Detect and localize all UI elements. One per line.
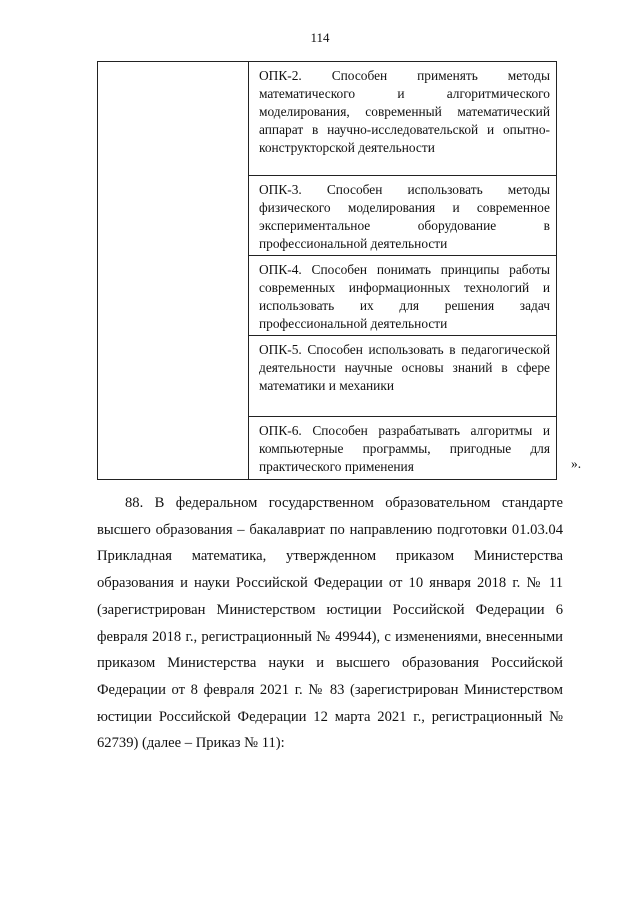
table-cell-opk-3: ОПК-3. Способен использовать методы физического моделирования и современное экспериментальное оборудование в профессиональной деятельности (249, 176, 556, 256)
table-cell-opk-4: ОПК-4. Способен понимать принципы работы современных информационных технологий и использовать их для решения задач профессиональной деятельности (249, 256, 556, 336)
closing-quote-mark: ». (571, 456, 582, 471)
page-number: 114 (310, 30, 330, 45)
table-left-column (98, 62, 249, 479)
paragraph-88: 88. В федеральном государственном образовательном стандарте высшего образования – бакалавриат по направлению подготовки 01.03.04 Прикладная математика, утвержденном приказом Министерства образования и науки Российской Федерации от 10 января 2018 г. № 11 (зарегистрирован Министерством юстиции Российской Федерации 6 февраля 2018 г., регистрационный № 49944), с изменениями, внесенными приказом Министерства науки и высшего образования Российской Федерации от 8 февраля 2021 г. № 83 (зарегистрирован Министерством юстиции Российской Федерации 12 марта 2021 г., регистрационный № 62739) (далее – Приказ № 11): (97, 495, 563, 752)
table-cell-opk-6: ОПК-6. Способен разрабатывать алгоритмы и компьютерные программы, пригодные для практического применения (259, 423, 550, 474)
table-cell-opk-2: ОПК-2. Способен применять методы математического и алгоритмического моделирования, современный математический аппарат в научно-исследовательской и опытно-конструкторской деятельности (249, 62, 556, 176)
table-cell-opk-5: ОПК-5. Способен использовать в педагогической деятельности научные основы знаний в сфере математики и механики (249, 336, 556, 417)
competencies-table (97, 61, 557, 480)
table-right-column (249, 62, 556, 479)
